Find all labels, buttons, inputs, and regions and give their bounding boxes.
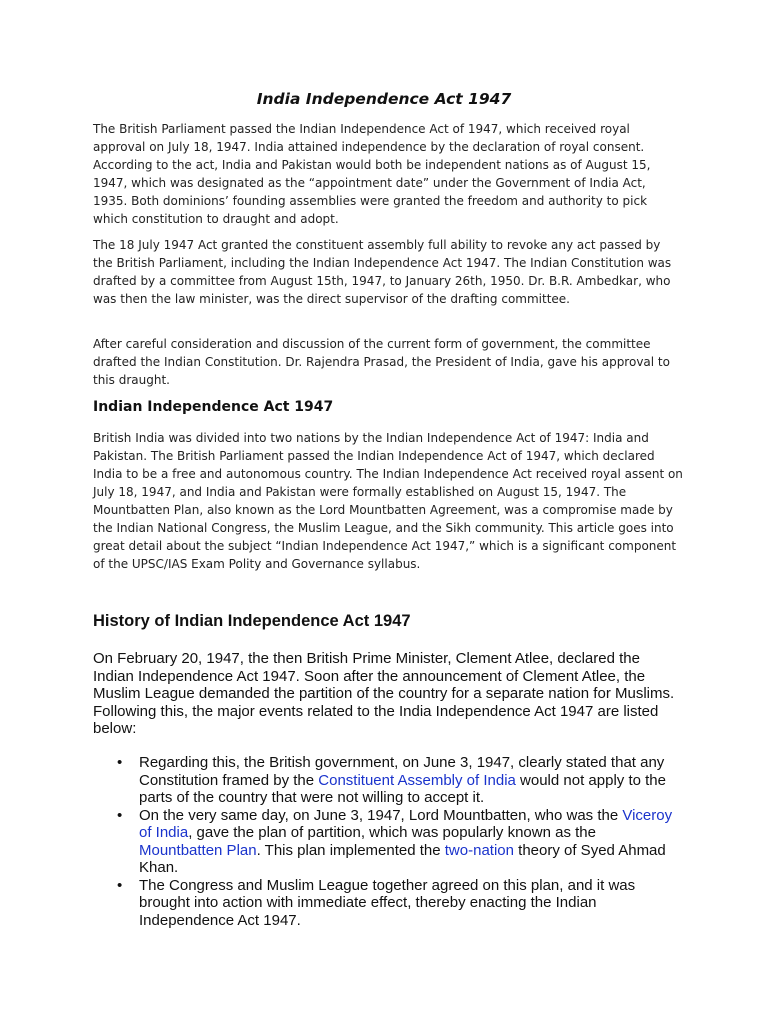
bullet-text: . This plan implemented the [256, 841, 445, 859]
bullet-icon: • [117, 806, 123, 824]
bullet-text: Regarding this, the British government, on June 3, 1947, clearly stated that any Constitution framed by the [139, 754, 665, 789]
bullet-text: , gave the plan of partition, which was popularly known as the [188, 824, 596, 841]
history-paragraph: On February 20, 1947, the then British Prime Minister, Clement Atlee, declared the Indian Independence Act 1947. Soon after the announcement of Clement Atlee, the Muslim League demanded the partition of the country for a separate nation for Muslims. Following this, the major events related to the India Independence Act 1947 are listed below: [93, 650, 675, 737]
section-heading-act: Indian Independence Act 1947 [93, 399, 334, 415]
bullet-text: theory of Syed Ahmad Khan. [139, 841, 666, 876]
bullet-text: On the very same day, on June 3, 1947, Lord Mountbatten, who was the [139, 806, 623, 824]
list-item [93, 807, 683, 877]
mountbatten-plan-link[interactable]: Mountbatten Plan [139, 841, 257, 859]
viceroy-of-india-link[interactable]: Viceroy of India [139, 806, 673, 841]
bullet-icon: • [117, 876, 123, 894]
list-item [93, 754, 683, 807]
section-heading-history: History of Indian Independence Act 1947 [93, 612, 411, 630]
section-act-paragraph: British India was divided into two nations by the Indian Independence Act of 1947: India and Pakistan. The British Parliament passed the Indian Independence Act of 1947, which declared India to be a free and autonomous country. The Indian Independence Act received royal assent on July 18, 1947, and India and Pakistan were formally established on August 15, 1947. The Mountbatten Plan, also known as the Lord Mountbatten Agreement, was a compromise made by the Indian National Congress, the Muslim League, and the Sikh community. This article goes into great detail about the subject “Indian Independence Act 1947,” which is a significant component of the UPSC/IAS Exam Polity and Governance syllabus. [93, 431, 683, 571]
intro-paragraph-3: After careful consideration and discussion of the current form of government, the committee drafted the Indian Constitution. Dr. Rajendra Prasad, the President of India, gave his approval to this draught. [93, 337, 670, 387]
events-list [93, 754, 683, 929]
bullet-text: The Congress and Muslim League together agreed on this plan, and it was brought into action with immediate effect, thereby enacting the Indian Independence Act 1947. [139, 876, 636, 929]
document-title: India Independence Act 1947 [256, 90, 512, 108]
bullet-text: would not apply to the parts of the country that were not willing to accept it. [139, 771, 666, 806]
intro-paragraph-2: The 18 July 1947 Act granted the constituent assembly full ability to revoke any act passed by the British Parliament, including the Indian Independence Act 1947. The Indian Constitution was drafted by a committee from August 15th, 1947, to January 26th, 1950. Dr. B.R. Ambedkar, who was then the law minister, was the direct supervisor of the drafting committee. [93, 238, 672, 306]
list-item [93, 877, 683, 930]
bullet-icon: • [117, 754, 123, 771]
two-nation-link[interactable]: two-nation [444, 841, 514, 859]
intro-paragraph-1: The British Parliament passed the Indian Independence Act of 1947, which received royal approval on July 18, 1947. India attained independence by the declaration of royal consent. According to the act, India and Pakistan would both be independent nations as of August 15, 1947, which was designated as the “appointment date” under the Government of India Act, 1935. Both dominions’ founding assemblies were granted the freedom and authority to pick which constitution to draught and adopt. [93, 122, 651, 226]
constituent-assembly-link[interactable]: Constituent Assembly of India [318, 771, 516, 789]
